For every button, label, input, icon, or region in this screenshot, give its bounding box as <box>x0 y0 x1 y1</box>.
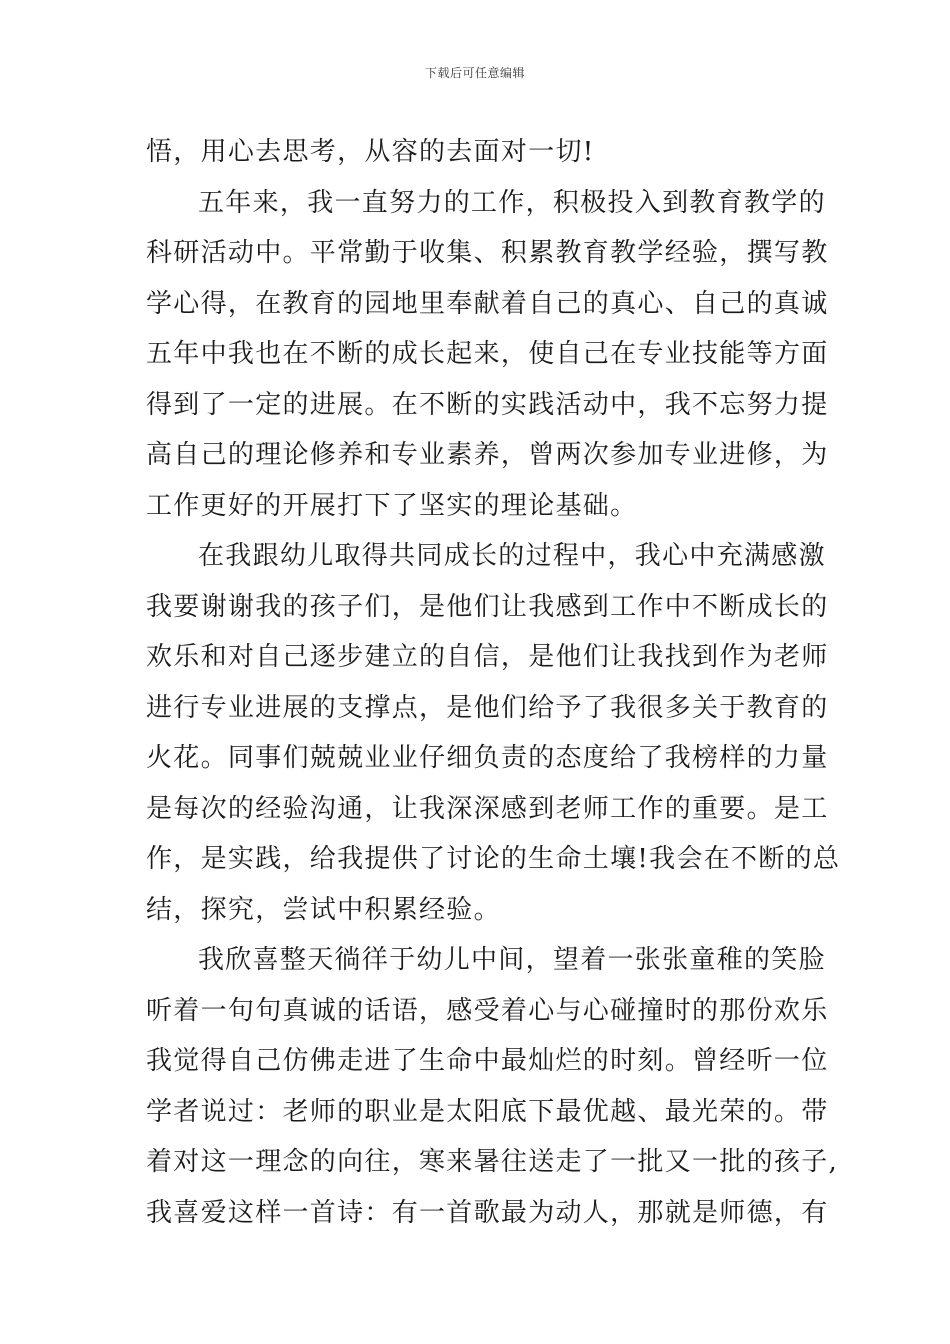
text-line: 高自己的理论修养和专业素养，曾两次参加专业进修，为 <box>146 440 829 470</box>
text-line: 是每次的经验沟通，让我深深感到老师工作的重要。是工 <box>146 793 829 824</box>
text-line: 学者说过：老师的职业是太阳底下最优越、最光荣的。带 <box>146 1096 829 1127</box>
text-line: 听着一句句真诚的话语，感受着心与心碰撞时的那份欢乐 <box>146 995 829 1026</box>
paragraph-first-line: 在我跟幼儿取得共同成长的过程中，我心中充满感激 <box>198 541 826 571</box>
text-line: 五年中我也在不断的成长起来，使自己在专业技能等方面 <box>146 339 829 369</box>
paragraph-first-line: 我欣喜整天徜徉于幼儿中间，望着一张张童稚的笑脸 <box>198 945 826 975</box>
header-note: 下载后可任意编辑 <box>424 66 525 80</box>
document-body <box>146 127 841 1238</box>
text-line: 火花。同事们兢兢业业仔细负责的态度给了我榜样的力量 <box>146 743 829 773</box>
paragraph-first-line: 五年来，我一直努力的工作，积极投入到教育教学的 <box>198 187 826 218</box>
text-line: 我要谢谢我的孩子们，是他们让我感到工作中不断成长的 <box>146 591 829 622</box>
text-line: 着对这一理念的向往，寒来暑往送走了一批又一批的孩子, <box>146 1147 839 1177</box>
text-line: 工作更好的开展打下了坚实的理论基础。 <box>146 490 638 521</box>
text-line: 我喜爱这样一首诗：有一首歌最为动人，那就是师德，有 <box>146 1197 829 1228</box>
text-line: 进行专业进展的支撑点，是他们给予了我很多关于教育的 <box>146 692 829 723</box>
text-line: 欢乐和对自己逐步建立的自信，是他们让我找到作为老师 <box>146 642 829 672</box>
text-line: 悟，用心去思考，从容的去面对一切! <box>146 137 595 167</box>
text-line: 作，是实践，给我提供了讨论的生命土壤!我会在不断的总 <box>146 844 841 874</box>
text-line: 结，探究，尝试中积累经验。 <box>146 894 501 925</box>
text-line: 得到了一定的进展。在不断的实践活动中，我不忘努力提 <box>146 389 829 420</box>
text-line: 学心得，在教育的园地里奉献着自己的真心、自己的真诚 <box>146 288 829 319</box>
text-line: 科研活动中。平常勤于收集、积累教育教学经验，撰写教 <box>146 238 829 268</box>
text-line: 我觉得自己仿佛走进了生命中最灿烂的时刻。曾经听一位 <box>146 1046 829 1076</box>
